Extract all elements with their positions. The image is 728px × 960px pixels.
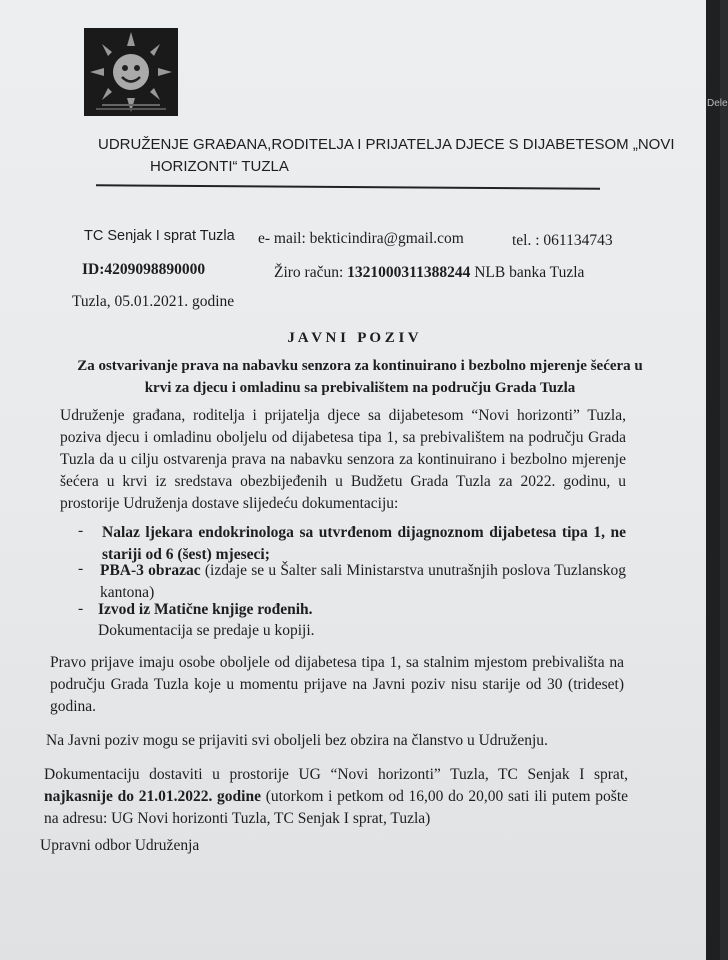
list-item — [100, 560, 626, 604]
document-date: Tuzla, 05.01.2021. godine — [72, 293, 235, 310]
list-dash: - — [78, 560, 84, 577]
sun-logo-icon — [84, 28, 178, 116]
address: TC Senjak I sprat Tuzla — [84, 228, 235, 244]
signature: Upravni odbor Udruženja — [40, 837, 200, 854]
copy-note: Dokumentacija se predaje u kopiji. — [98, 622, 315, 639]
list-item-bold: Nalaz ljekara endokrinologa sa utvrđenom dijagnoznom dijabetesa tipa 1, ne stariji od 6 (šest) mjeseci; — [102, 524, 626, 563]
org-id: ID:4209098890000 — [82, 261, 206, 278]
delete-key-label: Dele — [707, 98, 728, 109]
account-number: 1321000311388244 — [347, 264, 471, 281]
list-item-rest: (izdaje se u Šalter sali Ministarstva unutrašnjih poslova Tuzlanskog kantona) — [100, 562, 627, 601]
subtitle-line1: Za ostvarivanje prava na nabavku senzora za kontinuirano i bezbolno mjerenje šećera u — [77, 358, 643, 374]
org-name-line1: UDRUŽENJE GRAĐANA,RODITELJA I PRIJATELJA DJECE S DIJABETESOM „NOVI — [98, 136, 675, 153]
phone: tel. : 061134743 — [512, 232, 613, 249]
subtitle-line2: krvi za djecu i omladinu sa prebivalištem na području Grada Tuzla — [144, 380, 576, 396]
deadline-paragraph — [44, 764, 628, 830]
email: e- mail: bekticindira@gmail.com — [258, 230, 464, 247]
list-item-bold: Izvod iz Matične knjige rođenih. — [98, 601, 313, 618]
list-dash: - — [78, 600, 84, 617]
list-item-bold: PBA-3 obrazac — [100, 562, 201, 579]
deadline-date: najkasnije do 21.01.2022. godine — [44, 788, 261, 805]
deadline-text: Dokumentaciju dostaviti u prostorije UG “Novi horizonti” Tuzla, TC Senjak I sprat, — [44, 766, 628, 783]
list-dash: - — [78, 522, 84, 539]
list-item — [98, 599, 313, 621]
keyboard-edge — [706, 0, 728, 960]
header-divider — [96, 184, 600, 190]
org-name-line2: HORIZONTI“ TUZLA — [150, 158, 289, 175]
document-title: J A V N I P O Z I V — [287, 330, 419, 346]
eligibility-paragraph: Pravo prijave imaju osobe oboljele od dijabetesa tipa 1, sa stalnim mjestom prebivališta na području Grada Tuzla koje u momentu prijave na Javni poziv nisu starije od 30 (trideset) godina. — [50, 654, 624, 715]
membership-paragraph: Na Javni poziv mogu se prijaviti svi oboljeli bez obzira na članstvo u Udruženju. — [46, 732, 548, 749]
bank-account — [274, 264, 584, 282]
deadline-details: (utorkom i petkom od 16,00 do 20,00 sati ili putem pošte na adresu: UG Novi horizonti Tuzla, TC Senjak I sprat, Tuzla) — [44, 788, 629, 827]
intro-paragraph: Udruženje građana, roditelja i prijatelja djece sa dijabetesom “Novi horizonti” Tuzla, poziva djecu i omladinu oboljelu od dijabetesa tipa 1, sa prebivalištem na području Grada Tuzla da u cilju ostvarenja prava na nabavku senzora za kontinuirano i bezbolno mjerenje šećera u krvi iz sredstava obezbijeđenih u Budžetu Grada Tuzla za 2022. godinu, u prostorije Udruženja dostave slijedeću dokumentaciju: — [60, 407, 626, 512]
account-label: Žiro račun: — [274, 264, 348, 281]
bank-name: NLB banka Tuzla — [470, 264, 585, 281]
